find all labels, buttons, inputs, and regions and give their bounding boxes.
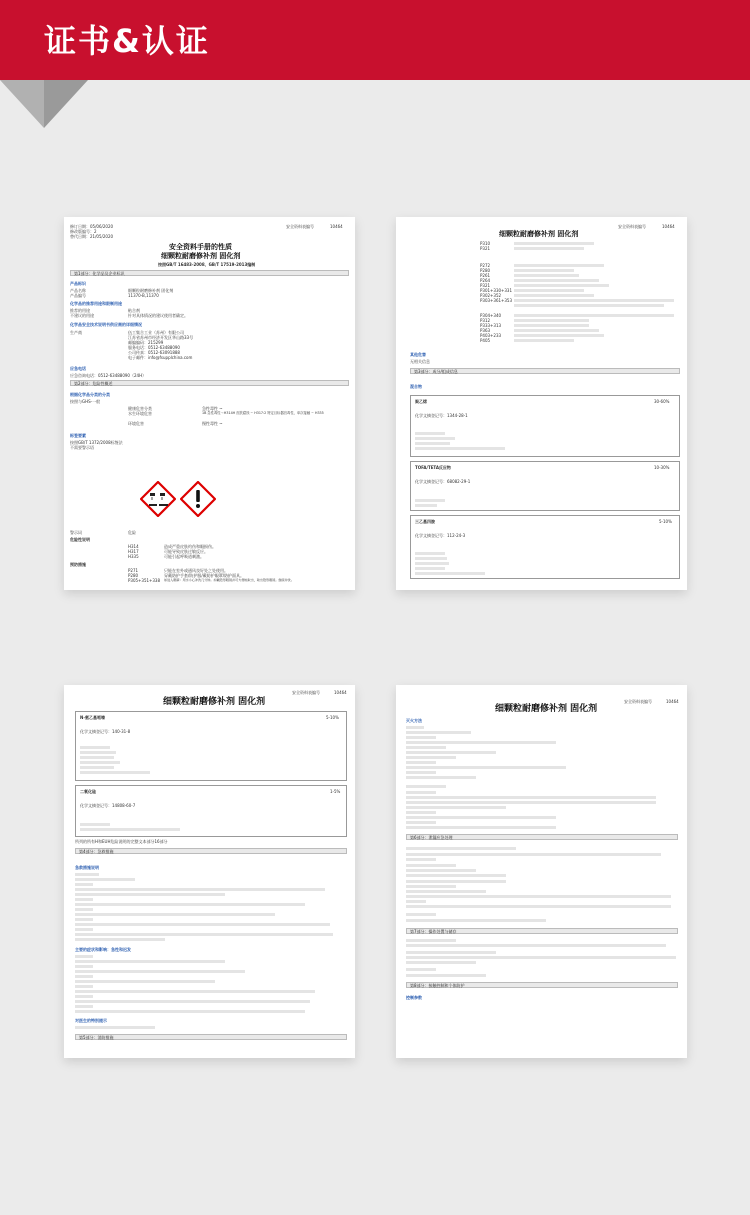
text-line: [80, 751, 116, 754]
document-page-1[interactable]: [64, 217, 355, 590]
text-line: [75, 918, 93, 921]
subsection-title: 化学品安全技术说明书供应商的详细情况: [70, 322, 142, 327]
hazard-class: 环境危害: [128, 421, 144, 426]
banner-fold: [0, 80, 750, 138]
text-line: [80, 766, 114, 769]
text-line: [406, 939, 456, 942]
text-line: [75, 955, 93, 958]
field-label: 产品名称: [70, 288, 86, 293]
field-label: 不建议的用途: [70, 313, 94, 318]
text-line: [415, 447, 505, 450]
p-code: P363: [480, 328, 491, 333]
p-code: P264: [480, 278, 491, 283]
text-line: [415, 567, 445, 570]
subsection-title: 控制参数: [406, 995, 422, 1000]
p-code: P333+313: [480, 323, 502, 328]
address-line: 公司传真：0512-63091888: [128, 350, 180, 355]
text-line: [80, 746, 110, 749]
signal-word: 危险: [128, 530, 136, 535]
text-line: [75, 888, 325, 891]
field-value: 无相关信息: [410, 359, 430, 364]
p-code: P303+361+353: [480, 298, 513, 303]
field-label: 警示词: [70, 530, 82, 535]
text-line: [80, 771, 150, 774]
address-line: 服务电话：0512-63488090: [128, 345, 180, 350]
component-box: [410, 515, 680, 579]
p-code: P301+330+331: [480, 288, 513, 293]
text-line: [415, 504, 437, 507]
section-title: 第6部分：泄漏应急处理: [410, 835, 453, 840]
text-line: [415, 499, 445, 502]
text-line: [514, 274, 579, 277]
p-code: P321: [480, 283, 491, 288]
section-title: 第7部分：操作处置与储存: [410, 929, 457, 934]
subsection-title: 产品标识: [70, 281, 86, 286]
subsection-title: 混合物: [410, 384, 422, 389]
component-percent: 1-5%: [330, 789, 341, 794]
subsection-title: 根据化学品分类的分类: [70, 392, 110, 397]
h-text: 可能引起呼吸道刺激。: [164, 554, 204, 559]
component-cas: 化学文摘登记号：140-31-8: [80, 729, 131, 734]
sds-number: 10464: [334, 690, 347, 695]
component-percent: 10-30%: [654, 465, 670, 470]
text-line: [406, 806, 506, 809]
hazard-class-value: 慢性毒性 ~: [202, 421, 223, 426]
p-code: P310: [480, 241, 491, 246]
text-line: [415, 432, 445, 435]
section-title: 第5部分：消防措施: [79, 1035, 114, 1040]
text-line: [406, 746, 446, 749]
text-line: [406, 756, 456, 759]
section-bar: [406, 834, 678, 840]
text-line: [514, 294, 594, 297]
component-name: TOFA/TETA反应物: [415, 465, 451, 470]
text-line: [406, 816, 556, 819]
h-text: 造成严重皮肤灼伤和眼损伤。: [164, 544, 216, 549]
component-cas: 化学文摘登记号：14808-60-7: [80, 803, 136, 808]
page-title: 安全资料手册的性质: [169, 243, 232, 251]
text-line: [514, 334, 604, 337]
text-line: [514, 264, 604, 267]
text-line: [514, 319, 589, 322]
standard-note: 按照GB/T 16483-2008、GB/T 17519-2013编制: [158, 262, 256, 267]
text-line: [406, 766, 566, 769]
exclamation-pictogram-icon: [180, 481, 216, 517]
text-line: [406, 890, 486, 893]
text-line: [415, 562, 449, 565]
field-value: 11370-B,11370: [128, 293, 159, 298]
text-line: [406, 869, 476, 872]
text-line: [75, 965, 93, 968]
address-line: 电子邮件：info@fsupplchina.com: [128, 355, 193, 360]
text-line: [406, 811, 436, 814]
text-line: [406, 864, 456, 867]
section-title: 第3部分：成分/组成信息: [414, 369, 458, 374]
component-box: [75, 711, 347, 781]
text-line: [514, 339, 574, 342]
text-line: [514, 242, 594, 245]
text-line: [415, 572, 485, 575]
subsection-title: 灭火方法: [406, 718, 422, 723]
text-line: [406, 944, 666, 947]
pictogram-note: 不需要警示语: [70, 445, 94, 450]
text-line: [406, 961, 476, 964]
h-text: 可能导致皮肤过敏反应。: [164, 549, 208, 554]
h-code: H314: [128, 544, 139, 549]
section-bar: [70, 380, 349, 386]
text-line: [406, 791, 436, 794]
text-line: [406, 880, 506, 883]
field-value: 针对具体情况的建议使用者确定。: [128, 313, 188, 318]
text-line: [406, 919, 546, 922]
text-line: [406, 801, 656, 804]
section-bar: [75, 1034, 347, 1040]
hazard-class-value: 急性毒性 ~: [202, 406, 223, 411]
sds-number: 10464: [662, 224, 675, 229]
field-label: 按照与GHS-一般: [70, 399, 101, 404]
text-line: [406, 885, 456, 888]
text-line: [80, 761, 120, 764]
text-line: [75, 908, 93, 911]
field-value: 粘合剂: [128, 308, 140, 313]
text-line: [406, 776, 476, 779]
text-line: [406, 847, 516, 850]
text-line: [406, 726, 424, 729]
footnote: 所列的所有H和EUH危险说明的完整文本部分16部分: [75, 839, 168, 844]
text-line: [75, 878, 135, 881]
text-line: [75, 933, 333, 936]
text-line: [514, 329, 599, 332]
component-box: [75, 785, 347, 837]
text-line: [75, 1026, 155, 1029]
text-line: [406, 974, 486, 977]
subsection-title: 其他危害: [410, 352, 426, 357]
page-title: 细颗粒耐磨修补剂 固化剂: [495, 704, 598, 714]
p-code: P312: [480, 318, 491, 323]
text-line: [514, 299, 674, 302]
p-code: P280: [480, 268, 491, 273]
text-line: [406, 821, 436, 824]
subsection-title: 对医生的特别提示: [75, 1018, 107, 1023]
hazard-class: 健康危害分类: [128, 406, 152, 411]
text-line: [406, 905, 671, 908]
banner-title: 证书&认证: [44, 22, 210, 60]
p-text: 如进入眼睛：用水小心冲洗几分钟。如戴隐形眼镜并可方便地取出，取出隐形眼镜。继续冲洗。: [164, 578, 294, 582]
text-line: [406, 853, 661, 856]
text-line: [415, 557, 447, 560]
p-text: 穿戴防护手套/防护服/戴防护眼罩/防护面具。: [164, 573, 245, 578]
field-label: 产品编号: [70, 293, 86, 298]
field-label: 预防措施: [70, 562, 86, 567]
text-line: [406, 968, 436, 971]
component-box: [410, 461, 680, 511]
text-line: [514, 314, 674, 317]
text-line: [75, 873, 99, 876]
section-bar: [410, 368, 680, 374]
text-line: [75, 893, 225, 896]
p-code: P304+340: [480, 313, 502, 318]
text-line: [75, 928, 93, 931]
subsection-title: 应急电话: [70, 366, 86, 371]
banner: [0, 0, 750, 80]
text-line: [514, 284, 609, 287]
hazard-class: 水生环境危害: [128, 411, 152, 416]
text-line: [80, 828, 180, 831]
component-cas: 化学文摘登记号：112-24-3: [415, 533, 466, 538]
text-line: [406, 951, 496, 954]
text-line: [406, 858, 436, 861]
component-percent: 5-10%: [326, 715, 339, 720]
address-line: 江苏省苏州市经济开发区华山路33号: [128, 335, 194, 340]
text-line: [514, 247, 584, 250]
document-page-2[interactable]: [396, 217, 687, 590]
header-line: 修订日期：05/06/2020: [70, 224, 114, 229]
header-line: 修改版编号：2: [70, 229, 97, 234]
text-line: [415, 552, 445, 555]
address-line: 邮编编码：215299: [128, 340, 164, 345]
component-box: [410, 395, 680, 457]
text-line: [406, 741, 556, 744]
p-code: P271: [128, 568, 139, 573]
component-name: N-氨乙基哌嗪: [80, 715, 106, 720]
h-code: H317: [128, 549, 139, 554]
component-percent: 5-10%: [659, 519, 672, 524]
p-code: P302+352: [480, 293, 502, 298]
label-standard: 按照GB/T 1372/2008标签法: [70, 440, 123, 445]
text-line: [406, 761, 436, 764]
text-line: [75, 960, 225, 963]
text-line: [514, 279, 599, 282]
section-bar: [406, 928, 678, 934]
sds-number: 10464: [666, 699, 679, 704]
text-line: [406, 731, 471, 734]
component-name: 聚乙烯: [415, 399, 427, 404]
text-line: [406, 785, 446, 788]
text-line: [75, 938, 165, 941]
subsection-title: 标签要素: [70, 433, 86, 438]
p-code: P321: [480, 246, 491, 251]
component-cas: 化学文摘登记号：1344-28-1: [415, 413, 468, 418]
text-line: [514, 324, 589, 327]
sds-number-label: 安全资料表编号: [624, 699, 652, 704]
text-line: [75, 980, 215, 983]
text-line: [75, 883, 93, 886]
document-page-3[interactable]: [64, 685, 355, 1058]
text-line: [80, 823, 110, 826]
field-label: 推荐的用途: [70, 308, 90, 313]
p-code: P272: [480, 263, 491, 268]
text-line: [406, 751, 496, 754]
p-code: P403+233: [480, 333, 502, 338]
p-code: P280: [128, 573, 139, 578]
corrosive-pictogram-icon: [140, 481, 176, 517]
sds-number-label: 安全资料表编号: [292, 690, 320, 695]
p-code: P261: [480, 273, 491, 278]
hazard-class-value: 1B 急性毒性～H314H 皮肤腐蚀 ~ H317:2 特定目标器官毒性，单次接触 ~ H335: [202, 411, 324, 415]
p-code: P405: [480, 338, 491, 343]
subsection-title: 急救措施说明: [75, 865, 99, 870]
field-value: 细颗粒耐磨修补剂 固化剂: [128, 288, 174, 293]
section-title: 第1部分：化学品及企业标识: [74, 271, 125, 276]
product-title: 细颗粒耐磨修补剂 固化剂: [161, 252, 241, 260]
address-line: 伍工集合工业（苏州）有限公司: [128, 330, 184, 335]
text-line: [75, 995, 93, 998]
p-code: P305+351+338: [128, 578, 161, 583]
document-page-4[interactable]: [396, 685, 687, 1058]
p-text: 只能在室外或通风良好处之处使用。: [164, 568, 228, 573]
text-line: [75, 1005, 93, 1008]
sds-number-label: 安全资料表编号: [286, 224, 314, 229]
text-line: [415, 442, 450, 445]
text-line: [75, 970, 245, 973]
subsection-title: 主要的症状和影响：急性和迟发: [75, 947, 131, 952]
page-title: 细颗粒耐磨修补剂 固化剂: [499, 230, 579, 238]
page-title: 细颗粒耐磨修补剂 固化剂: [163, 697, 266, 707]
text-line: [406, 874, 506, 877]
text-line: [75, 898, 93, 901]
header-line: 替代日期：21/05/2020: [70, 234, 114, 239]
component-name: 二氧化硅: [80, 789, 96, 794]
text-line: [406, 956, 676, 959]
text-line: [75, 903, 305, 906]
section-title: 第2部分：危险性概述: [74, 381, 113, 386]
text-line: [75, 975, 93, 978]
text-line: [415, 437, 455, 440]
text-line: [406, 913, 436, 916]
sds-number-label: 安全资料表编号: [618, 224, 646, 229]
text-line: [80, 756, 114, 759]
h-code: H335: [128, 554, 139, 559]
field-label: 生产商: [70, 330, 82, 335]
section-title: 第8部分：接触控制和个体防护: [410, 983, 465, 988]
text-line: [75, 913, 275, 916]
text-line: [406, 771, 436, 774]
text-line: [75, 1010, 305, 1013]
section-bar: [406, 982, 678, 988]
text-line: [406, 900, 426, 903]
text-line: [514, 289, 584, 292]
text-line: [406, 826, 556, 829]
section-bar: [70, 270, 349, 276]
text-line: [514, 269, 574, 272]
emergency-phone: 应急咨询电话：0512-63488090（24H）: [70, 373, 147, 378]
section-bar: [75, 848, 347, 854]
text-line: [406, 895, 671, 898]
text-line: [75, 990, 315, 993]
text-line: [75, 923, 330, 926]
text-line: [406, 796, 656, 799]
text-line: [406, 736, 436, 739]
text-line: [75, 985, 93, 988]
component-percent: 30-60%: [654, 399, 670, 404]
sds-number: 10464: [330, 224, 343, 229]
text-line: [75, 1000, 310, 1003]
component-cas: 化学文摘登记号：68082-29-1: [415, 479, 471, 484]
subsection-title: 化学品的推荐用途和限制用途: [70, 301, 122, 306]
field-label: 危险性说明: [70, 537, 90, 542]
section-title: 第4部分：急救措施: [79, 849, 114, 854]
text-line: [514, 304, 664, 307]
component-name: 三乙基四胺: [415, 519, 435, 524]
